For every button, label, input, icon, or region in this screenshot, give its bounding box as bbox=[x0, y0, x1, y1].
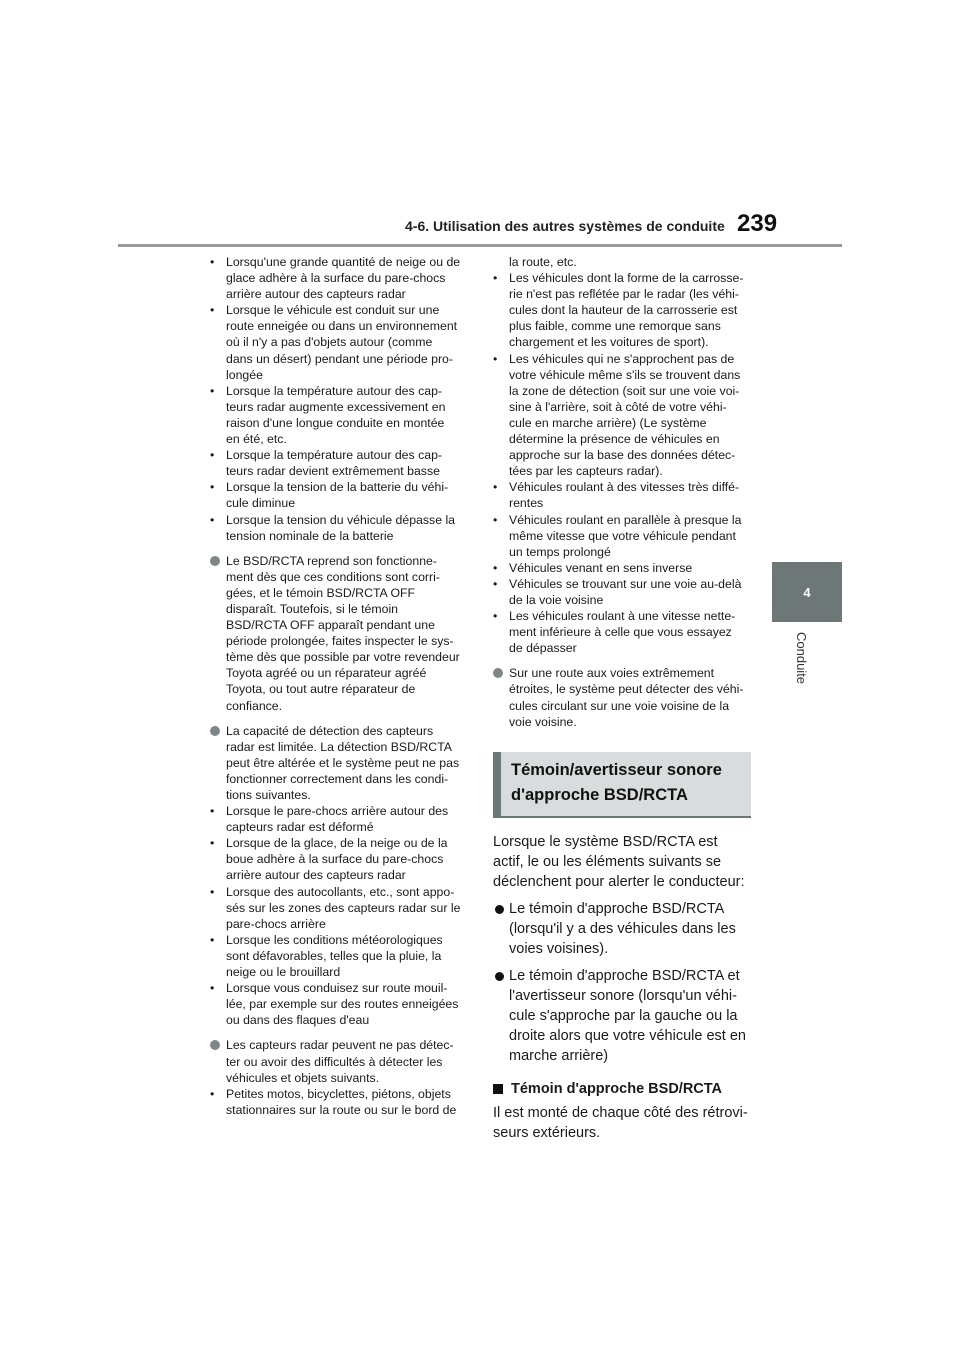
text-line: cule s'approche par la gauche ou la bbox=[509, 1007, 738, 1024]
text-line: Lorsque la tension de la batterie du véhi- bbox=[226, 480, 449, 495]
text-line: sine à l'arrière, soit à côté de votre véhi- bbox=[509, 399, 727, 414]
text-line: stationnaires sur la route ou sur le bord de bbox=[226, 1102, 457, 1117]
list-item bbox=[210, 302, 468, 382]
bullet-mark-icon: • bbox=[210, 932, 215, 947]
note-narrow-lanes bbox=[493, 665, 751, 729]
text-line: Véhicules venant en sens inverse bbox=[509, 560, 693, 575]
bullet-mark-icon: • bbox=[493, 512, 498, 527]
sub-heading: Témoin d'approche BSD/RCTA bbox=[493, 1079, 751, 1099]
list-item bbox=[210, 803, 468, 835]
text-line: rie n'est pas reflétée par le radar (les véhi- bbox=[509, 287, 739, 302]
list-item bbox=[210, 512, 468, 544]
text-line: Lorsque vous conduisez sur route mouil- bbox=[226, 981, 448, 996]
bullet-list-vehicles bbox=[493, 270, 751, 656]
text-line: approche sur la base des données détec- bbox=[509, 448, 736, 463]
bullet-mark-icon: • bbox=[210, 383, 215, 398]
section-heading bbox=[493, 752, 751, 818]
text-line: Véhicules roulant à des vitesses très diffé- bbox=[509, 480, 740, 495]
text-line: tions suivantes. bbox=[226, 788, 311, 802]
left-column bbox=[210, 254, 468, 1118]
list-item bbox=[210, 254, 468, 302]
text-line: Les véhicules roulant à une vitesse nette- bbox=[509, 609, 736, 624]
text-line: véhicules et objets suivants. bbox=[226, 1070, 380, 1085]
text-line: droite alors que votre véhicule est en bbox=[509, 1027, 746, 1044]
bullet-mark-icon: • bbox=[210, 836, 215, 851]
text-line: teurs radar devient extrêmement basse bbox=[226, 464, 440, 479]
bullet-mark-icon: • bbox=[210, 1086, 215, 1101]
text-line: Véhicules se trouvant sur une voie au-delà bbox=[509, 576, 742, 591]
text-line: confiance. bbox=[226, 698, 283, 713]
text-line: de la voie voisine bbox=[509, 592, 604, 607]
text-line: gées, et le témoin BSD/RCTA OFF bbox=[226, 585, 416, 600]
bullet-disc-icon bbox=[495, 905, 504, 914]
text-line: La capacité de détection des capteurs bbox=[226, 723, 434, 738]
text-line: cules dont la hauteur de la carrosserie est bbox=[509, 303, 738, 318]
text-line: (lorsqu'il y a des véhicules dans les bbox=[509, 920, 736, 937]
text-line: teurs radar augmente excessivement en bbox=[226, 399, 446, 414]
text-line: capteurs radar est déformé bbox=[226, 820, 374, 835]
text-line: Les véhicules qui ne s'approchent pas de bbox=[509, 351, 735, 366]
section-intro bbox=[493, 832, 751, 892]
text-line: Lorsque la température autour des cap- bbox=[226, 448, 443, 463]
text-line: la zone de détection (soit sur une voie voi- bbox=[509, 383, 740, 398]
text-line: neige ou le brouillard bbox=[226, 965, 341, 980]
text-line: fonctionner correctement dans les condi- bbox=[226, 771, 449, 786]
list-item bbox=[210, 383, 468, 447]
chapter-title: 4-6. Utilisation des autres systèmes de conduite bbox=[405, 218, 725, 234]
bullet-mark-icon: • bbox=[210, 512, 215, 527]
text-line: peut être altérée et le système peut ne pas bbox=[226, 755, 460, 770]
bullet-mark-icon: • bbox=[493, 576, 498, 591]
text-line: où il n'y a pas d'objets autour (comme bbox=[226, 335, 433, 350]
text-line: Le témoin d'approche BSD/RCTA bbox=[509, 900, 725, 917]
text-line: ment dès que ces conditions sont corri- bbox=[226, 569, 440, 584]
list-item bbox=[210, 835, 468, 883]
bullet-mark-icon: • bbox=[210, 884, 215, 899]
text-line: sés sur les zones des capteurs radar sur le bbox=[226, 900, 461, 915]
text-line: cule diminue bbox=[226, 496, 296, 511]
text-line: tème dès que possible par votre revendeur bbox=[226, 650, 460, 665]
square-bullet-icon bbox=[493, 1084, 503, 1094]
text-line: détermine la présence de véhicules en bbox=[509, 432, 720, 447]
list-item bbox=[493, 512, 751, 560]
text-line: l'avertisseur sonore (lorsqu'un véhi- bbox=[509, 987, 737, 1004]
bullet-mark-icon: • bbox=[210, 480, 215, 495]
text-line: Sur une route aux voies extrêmement bbox=[509, 666, 715, 681]
bullet-mark-icon: • bbox=[210, 981, 215, 996]
text-line: Les véhicules dont la forme de la carrosse- bbox=[509, 271, 744, 286]
list-item bbox=[493, 351, 751, 480]
text-line: sont défavorables, telles que la pluie, la bbox=[226, 948, 442, 963]
text-line: déclenchent pour alerter le conducteur: bbox=[493, 873, 745, 890]
note-undetected-objects bbox=[210, 1037, 468, 1085]
bullet-dot-icon bbox=[210, 1040, 220, 1050]
list-item bbox=[493, 479, 751, 511]
text-line: Lorsque le véhicule est conduit sur une bbox=[226, 303, 440, 318]
bullet-list-conditions bbox=[210, 254, 468, 544]
text-line: Véhicules roulant en parallèle à presque la bbox=[509, 512, 742, 527]
text-line: voies voisines). bbox=[509, 940, 609, 957]
text-line: un temps prolongé bbox=[509, 544, 611, 559]
text-line: ment inférieure à celle que vous essayez bbox=[509, 625, 732, 640]
text-line: Lorsque le pare-chocs arrière autour des bbox=[226, 804, 449, 819]
text-line: actif, le ou les éléments suivants se bbox=[493, 853, 722, 870]
text-line: radar est limitée. La détection BSD/RCTA bbox=[226, 739, 452, 754]
text-line: marche arrière) bbox=[509, 1047, 609, 1064]
bullet-list-limits bbox=[210, 803, 468, 1028]
list-item bbox=[210, 447, 468, 479]
bullet-dot-icon bbox=[210, 556, 220, 566]
bullet-mark-icon: • bbox=[493, 609, 498, 624]
text-line: Toyota, ou tout autre réparateur de bbox=[226, 682, 416, 697]
text-line: dans un désert) pendant une période pro- bbox=[226, 351, 453, 366]
text-line: la route, etc. bbox=[509, 255, 577, 269]
text-line: Lorsque des autocollants, etc., sont appo- bbox=[226, 884, 455, 899]
text-line: Lorsque le système BSD/RCTA est bbox=[493, 833, 718, 850]
bullet-mark-icon: • bbox=[210, 804, 215, 819]
text-line: Lorsque de la glace, de la neige ou de la bbox=[226, 836, 448, 851]
bullet-mark-icon: • bbox=[210, 448, 215, 463]
continued-text bbox=[493, 254, 751, 270]
text-line: longée bbox=[226, 367, 263, 382]
text-line: cule en marche arrière) (Le système bbox=[509, 415, 707, 430]
bullet-dot-icon bbox=[210, 726, 220, 736]
list-item bbox=[493, 608, 751, 656]
text-line: ter ou avoir des difficultés à détecter les bbox=[226, 1054, 443, 1069]
text-line: Témoin/avertisseur sonore bbox=[511, 760, 722, 779]
text-line: en été, etc. bbox=[226, 432, 287, 447]
text-line: Petites motos, bicyclettes, piétons, objets bbox=[226, 1086, 451, 1101]
bullet-mark-icon: • bbox=[493, 351, 498, 366]
text-line: Le témoin d'approche BSD/RCTA et bbox=[509, 967, 740, 984]
bullet-dot-icon bbox=[493, 668, 503, 678]
bullet-list-objects bbox=[210, 1086, 468, 1118]
chapter-tab[interactable]: 4 bbox=[772, 562, 842, 622]
alert-bullet-list bbox=[493, 899, 751, 1066]
text-line: plus faible, comme une remorque sans bbox=[509, 319, 721, 334]
text-line: route enneigée ou dans un environnement bbox=[226, 319, 458, 334]
text-line: Toyota agréé ou un réparateur agréé bbox=[226, 666, 427, 681]
text-line: rentes bbox=[509, 496, 544, 511]
list-item bbox=[210, 1086, 468, 1118]
header-divider bbox=[118, 244, 842, 247]
note-detection-limited bbox=[210, 723, 468, 803]
text-line: Lorsque la tension du véhicule dépasse la bbox=[226, 512, 456, 527]
text-line: Il est monté de chaque côté des rétrovi- bbox=[493, 1104, 748, 1121]
bullet-mark-icon: • bbox=[493, 271, 498, 286]
text-line: lée, par exemple sur des routes enneigées bbox=[226, 997, 459, 1012]
text-line: même vitesse que votre véhicule pendant bbox=[509, 528, 736, 543]
text-line: Les capteurs radar peuvent ne pas détec- bbox=[226, 1038, 454, 1053]
right-column bbox=[493, 254, 751, 1143]
bullet-mark-icon: • bbox=[493, 560, 498, 575]
text-line: seurs extérieurs. bbox=[493, 1124, 601, 1141]
note-resume-operation bbox=[210, 553, 468, 714]
text-line: chargement et les voitures de sport). bbox=[509, 335, 709, 350]
text-line: de dépasser bbox=[509, 641, 577, 656]
list-item bbox=[210, 479, 468, 511]
page-number: 239 bbox=[737, 210, 778, 237]
text-line: période prolongée, faites inspecter le sys- bbox=[226, 634, 454, 649]
text-line: ou dans des flaques d'eau bbox=[226, 1013, 370, 1028]
bullet-mark-icon: • bbox=[210, 255, 215, 269]
text-line: votre véhicule même s'ils se trouvent dans bbox=[509, 367, 741, 382]
text-line: Le BSD/RCTA reprend son fonctionne- bbox=[226, 553, 437, 568]
text-line: glace adhère à la surface du pare-chocs bbox=[226, 271, 446, 286]
bullet-mark-icon: • bbox=[493, 480, 498, 495]
text-line: cules circulant sur une voie voisine de la bbox=[509, 698, 730, 713]
text-line: tension nominale de la batterie bbox=[226, 528, 394, 543]
bullet-disc-icon bbox=[495, 972, 504, 981]
text-line: Lorsque les conditions météorologiques bbox=[226, 932, 443, 947]
list-item bbox=[493, 270, 751, 350]
list-item bbox=[210, 884, 468, 932]
text-line: arrière autour des capteurs radar bbox=[226, 868, 406, 883]
text-line: tées par les capteurs radar). bbox=[509, 464, 663, 479]
list-item bbox=[210, 932, 468, 980]
text-line: disparaît. Toutefois, si le témoin bbox=[226, 601, 399, 616]
list-item bbox=[210, 980, 468, 1028]
text-line: étroites, le système peut détecter des véhi- bbox=[509, 682, 744, 697]
text-line: pare-chocs arrière bbox=[226, 916, 326, 931]
text-line: Lorsqu'une grande quantité de neige ou de bbox=[226, 255, 461, 269]
text-line: arrière autour des capteurs radar bbox=[226, 287, 406, 302]
text-line: voie voisine. bbox=[509, 714, 577, 729]
bullet-mark-icon: • bbox=[210, 303, 215, 318]
list-item bbox=[493, 560, 751, 576]
list-item bbox=[493, 576, 751, 608]
text-line: boue adhère à la surface du pare-chocs bbox=[226, 852, 444, 867]
text-line: d'approche BSD/RCTA bbox=[511, 785, 688, 804]
list-item bbox=[493, 899, 751, 959]
text-line: raison d'une longue conduite en montée bbox=[226, 415, 445, 430]
text-line: BSD/RCTA OFF apparaît pendant une bbox=[226, 618, 435, 633]
chapter-side-label: Conduite bbox=[794, 632, 809, 685]
list-item bbox=[493, 966, 751, 1066]
text-line: Lorsque la température autour des cap- bbox=[226, 383, 443, 398]
mounting-note bbox=[493, 1103, 751, 1143]
